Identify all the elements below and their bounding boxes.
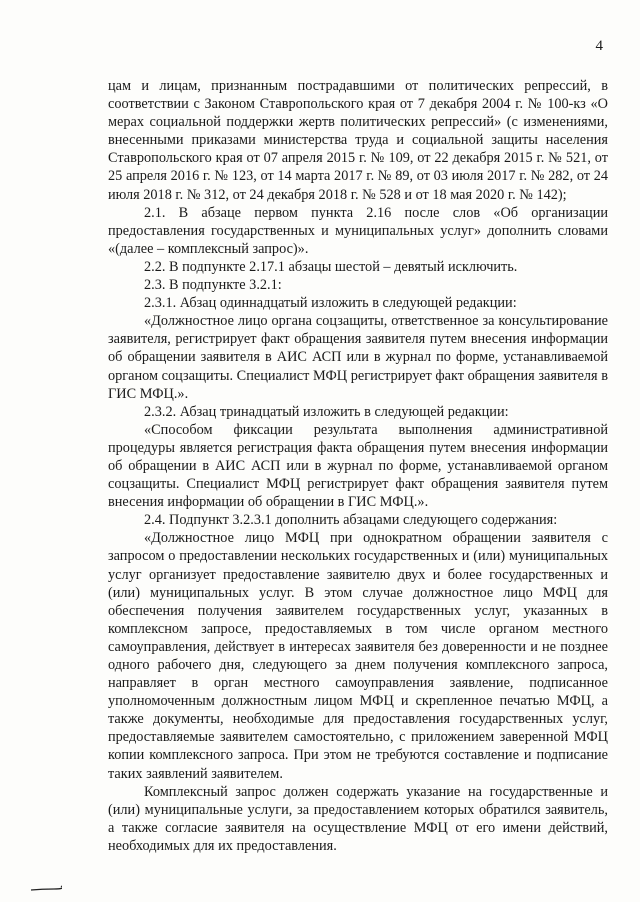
page-number: 4 [595, 38, 603, 54]
paragraph-quote-2: «Способом фиксации результата выполнения административной процедуры является регистрация факта обращения путем внесения информации об обращении в АИС АСП или в журнал по форме, устанавливаемой органом соцзащиты. Специалист МФЦ регистрирует факт обращения заявителя путем внесения информации об обращении в ГИС МФЦ.». [108, 421, 608, 511]
paragraph-complex-request: Комплексный запрос должен содержать указание на государственные и (или) муниципальные услуги, за предоставлением которых обратился заявитель, а также согласие заявителя на осуществление МФЦ от его имени действий, необходимых для их предоставления. [108, 783, 608, 854]
paragraph-item-2-1: 2.1. В абзаце первом пункта 2.16 после слов «Об организации предоставления государственных и муниципальных услуг» дополнить словами «(далее – комплексный запрос)». [108, 204, 608, 257]
pen-mark-icon [30, 884, 62, 893]
paragraph-quote-1: «Должностное лицо органа соцзащиты, ответственное за консультирование заявителя, регистрирует факт обращения заявителя путем внесения информации об обращении заявителя в АИС АСП или в журнал по форме, устанавливаемой органом соцзащиты. Специалист МФЦ регистрирует факт обращения заявителя в ГИС МФЦ.». [108, 313, 608, 402]
paragraph-quote-3: «Должностное лицо МФЦ при однократном обращении заявителя с запросом о предоставлении нескольких государственных и (или) муниципальных услуг организует предоставление заявителю двух и более государственных и (или) муниципальных услуг. В этом случае должностное лицо МФЦ для обеспечения получения заявителем государственных услуг, указанных в комплексном запросе, предоставляемых в том числе органом местного самоуправления, действует в интересах заявителя без доверенности и не позднее одного рабочего дня, следующего за днем получения комплексного запроса, направляет в орган местного самоуправления заявление, подписанное уполномоченным должностным лицом МФЦ и скрепленное печатью МФЦ, а также документы, необходимые для предоставления государственных услуг, предоставляемые заявителем самостоятельно, с приложением заверенной МФЦ копии комплексного запроса. При этом не требуются составление и подписание таких заявлений заявителем. [108, 530, 608, 782]
paragraph-item-2-3-1: 2.3.1. Абзац одиннадцатый изложить в следующей редакции: [144, 295, 517, 312]
document-body [108, 77, 608, 855]
paragraph-item-2-2: 2.2. В подпункте 2.17.1 абзацы шестой – девятый исключить. [144, 258, 518, 275]
paragraph-continuation: цам и лицам, признанным пострадавшими от политических репрессий, в соответствии с Законом Ставропольского края от 7 декабря 2004 г. № 100-кз «О мерах социальной поддержки жертв политических репрессий» (с изменениями, внесенными приказами министерства труда и социальной защиты населения Ставропольского края от 07 апреля 2015 г. № 109, от 22 декабря 2015 г. № 521, от 25 апреля 2016 г. № 123, от 14 марта 2017 г. № 89, от 03 июля 2017 г. № 282, от 24 июля 2018 г. № 312, от 24 декабря 2018 г. № 528 и от 18 мая 2020 г. № 142); [108, 78, 608, 203]
paragraph-item-2-3-2: 2.3.2. Абзац тринадцатый изложить в следующей редакции: [144, 403, 509, 420]
paragraph-item-2-4: 2.4. Подпункт 3.2.3.1 дополнить абзацами следующего содержания: [144, 512, 558, 529]
paragraph-item-2-3: 2.3. В подпункте 3.2.1: [144, 277, 282, 294]
